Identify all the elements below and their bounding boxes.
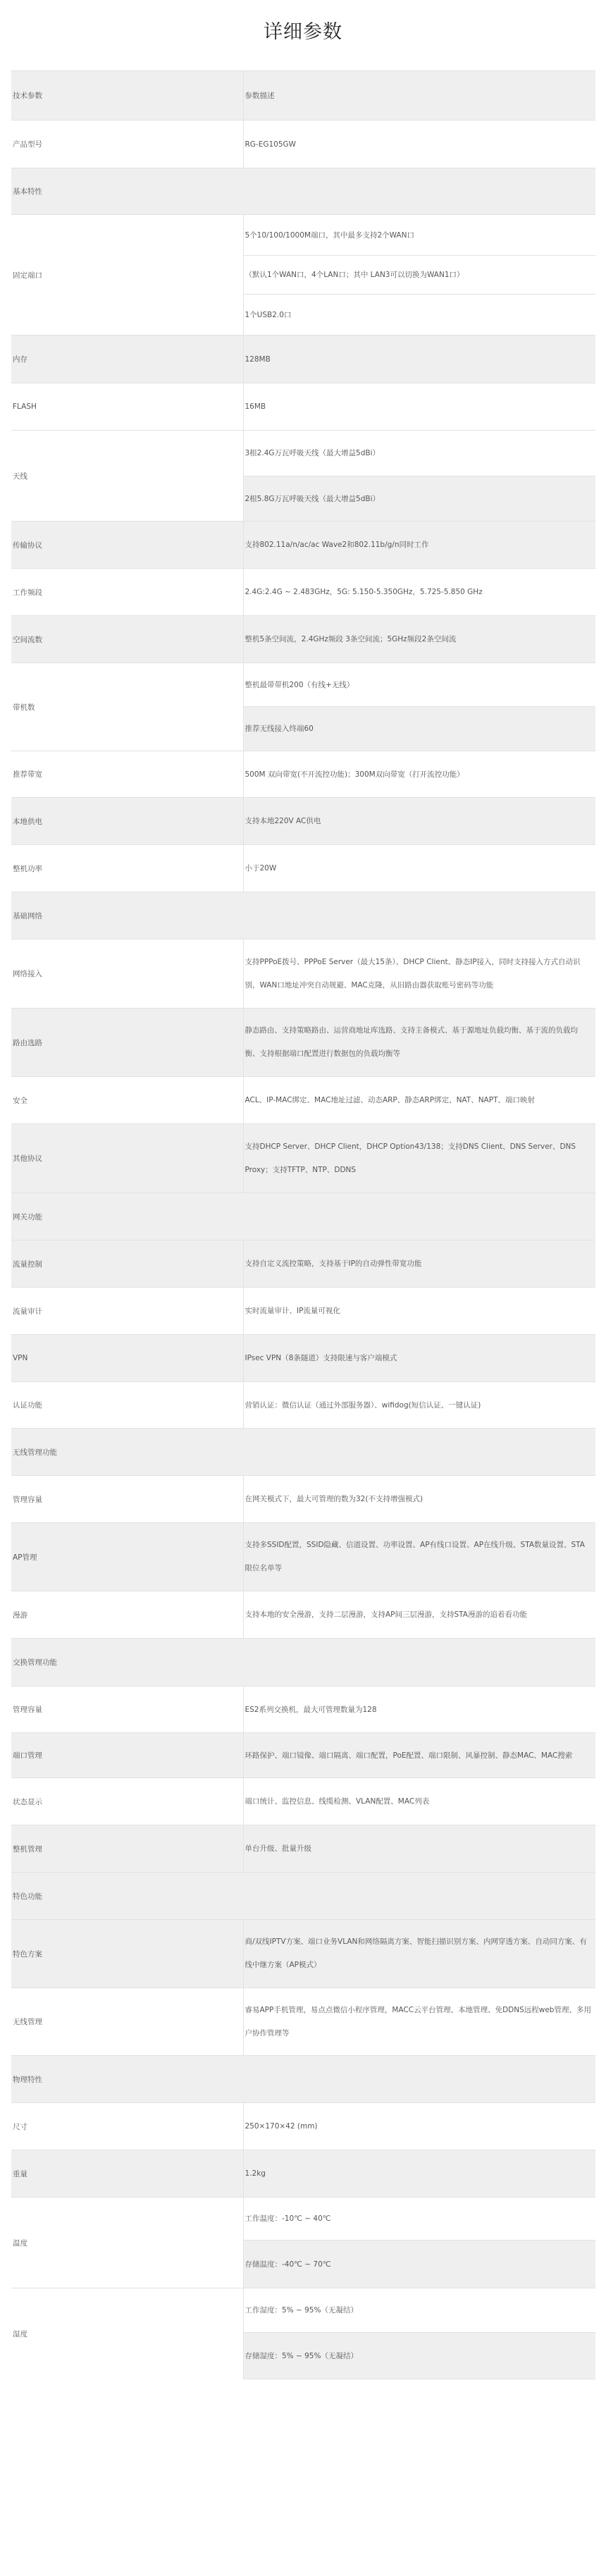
spec-value	[243, 1193, 595, 1240]
spec-label: 推荐带宽	[11, 751, 243, 798]
spec-label: 固定端口	[11, 215, 243, 335]
spec-row	[11, 168, 595, 215]
spec-label: 状态显示	[11, 1778, 243, 1825]
spec-row	[11, 71, 595, 121]
spec-value: 营销认证：微信认证（通过外部服务器）、wifidog(短信认证、一键认证)	[243, 1382, 595, 1429]
spec-row	[11, 751, 595, 798]
spec-row	[11, 1523, 595, 1591]
spec-value: 5个10/100/1000M端口，其中最多支持2个WAN口	[243, 215, 595, 256]
spec-row	[11, 1288, 595, 1335]
spec-row	[11, 1193, 595, 1240]
spec-label: 温度	[11, 2198, 243, 2288]
spec-value: 128MB	[243, 335, 595, 383]
spec-value: 实时流量审计、IP流量可视化	[243, 1288, 595, 1335]
spec-label: 其他协议	[11, 1124, 243, 1193]
spec-row	[11, 522, 595, 569]
spec-value: 推荐无线接入终端60	[243, 707, 595, 751]
spec-value: 支持自定义流控策略，支持基于IP的自动弹性带宽功能	[243, 1240, 595, 1288]
spec-row	[11, 939, 595, 1009]
spec-row	[11, 1988, 595, 2056]
section-heading: 网关功能	[11, 1193, 243, 1240]
spec-row	[11, 1873, 595, 1920]
spec-row	[11, 383, 595, 431]
spec-value: 支持802.11a/n/ac/ac Wave2和802.11b/g/n同时工作	[243, 522, 595, 569]
spec-value: ES2系列交换机，最大可管理数量为128	[243, 1687, 595, 1733]
spec-row	[11, 663, 595, 707]
spec-value	[243, 168, 595, 215]
spec-row	[11, 1335, 595, 1382]
spec-label: 工作频段	[11, 569, 243, 616]
spec-label: 特色方案	[11, 1920, 243, 1988]
spec-row	[11, 2056, 595, 2103]
section-heading: 交换管理功能	[11, 1639, 243, 1687]
section-heading: 基本特性	[11, 168, 243, 215]
spec-label: 技术参数	[11, 71, 243, 121]
spec-label: 流量审计	[11, 1288, 243, 1335]
spec-value: 端口统计、监控信息、线缆检测、VLAN配置、MAC列表	[243, 1778, 595, 1825]
spec-value: 睿易APP手机管理，易点点微信小程序管理，MACC云平台管理、本地管理、免DDNS远程web管理、多用户协作管理等	[243, 1988, 595, 2056]
spec-row	[11, 1591, 595, 1639]
spec-value	[243, 892, 595, 939]
spec-label: 天线	[11, 431, 243, 522]
spec-row	[11, 2198, 595, 2241]
spec-value: 整机最带带机200（有线+无线）	[243, 663, 595, 707]
spec-label: 路由选路	[11, 1009, 243, 1077]
spec-value: 16MB	[243, 383, 595, 431]
spec-label: 湿度	[11, 2288, 243, 2379]
spec-value: 500M 双向带宽(不开流控功能)；300M双向带宽（打开流控功能）	[243, 751, 595, 798]
spec-row	[11, 1825, 595, 1873]
spec-row	[11, 121, 595, 168]
spec-value: 存储湿度：5% ~ 95%（无凝结）	[243, 2333, 595, 2379]
spec-row	[11, 1778, 595, 1825]
spec-label: 管理容量	[11, 1476, 243, 1523]
spec-label: 整机功率	[11, 845, 243, 892]
spec-value: 单台升级、批量升级	[243, 1825, 595, 1873]
spec-label: 产品型号	[11, 121, 243, 168]
spec-value: 1个USB2.0口	[243, 295, 595, 335]
spec-row	[11, 1077, 595, 1124]
spec-label: 管理容量	[11, 1687, 243, 1733]
spec-row	[11, 1124, 595, 1193]
spec-value: ACL、IP-MAC绑定、MAC地址过滤、动态ARP、静态ARP绑定、NAT、NAPT、端口映射	[243, 1077, 595, 1124]
spec-row	[11, 616, 595, 663]
spec-label: 本地供电	[11, 798, 243, 845]
spec-value: 静态路由、支持策略路由、运营商地址库选路、支持主备模式、基于源地址负载均衡、基于流的负载均衡、支持根据端口配置进行数据包的负载均衡等	[243, 1009, 595, 1077]
spec-label: AP管理	[11, 1523, 243, 1591]
spec-label: 空间流数	[11, 616, 243, 663]
spec-label: 网络接入	[11, 939, 243, 1009]
spec-label: 漫游	[11, 1591, 243, 1639]
spec-value: （默认1个WAN口，4个LAN口；其中 LAN3可以切换为WAN1口）	[243, 256, 595, 295]
spec-row	[11, 1240, 595, 1288]
section-heading: 无线管理功能	[11, 1429, 243, 1476]
spec-value: 工作温度：-10℃ ~ 40℃	[243, 2198, 595, 2241]
spec-label: 安全	[11, 1077, 243, 1124]
spec-value: 存储温度：-40℃ ~ 70℃	[243, 2241, 595, 2288]
spec-label: 认证功能	[11, 1382, 243, 1429]
spec-value: 2.4G:2.4G ~ 2.483GHz，5G: 5.150-5.350GHz，5.725-5.850 GHz	[243, 569, 595, 616]
spec-row	[11, 1687, 595, 1733]
spec-value	[243, 1429, 595, 1476]
spec-label: 内存	[11, 335, 243, 383]
spec-value: 支持DHCP Server、DHCP Client，DHCP Option43/138；支持DNS Client、DNS Server、DNS Proxy；支持TFTP、NTP、DDNS	[243, 1124, 595, 1193]
spec-value: 工作湿度：5% ~ 95%（无凝结）	[243, 2288, 595, 2333]
spec-value: 3根2.4G万瓦呼吸天线（最大增益5dBi）	[243, 431, 595, 476]
spec-value: 在网关模式下，最大可管理的数为32(不支持增强模式)	[243, 1476, 595, 1523]
spec-row	[11, 1920, 595, 1988]
spec-label: 无线管理	[11, 1988, 243, 2056]
spec-row	[11, 1429, 595, 1476]
section-heading: 物理特性	[11, 2056, 243, 2103]
spec-value	[243, 2056, 595, 2103]
spec-row	[11, 335, 595, 383]
spec-value: RG-EG105GW	[243, 121, 595, 168]
spec-label: 尺寸	[11, 2103, 243, 2150]
spec-value: 商/双线IPTV方案、端口业务VLAN和网络隔离方案、智能扫描识别方案、内网穿透方案、自动同方案、有线中继方案（AP模式）	[243, 1920, 595, 1988]
section-heading: 基础网络	[11, 892, 243, 939]
spec-row	[11, 1733, 595, 1778]
spec-label: VPN	[11, 1335, 243, 1382]
spec-row	[11, 845, 595, 892]
spec-row	[11, 215, 595, 256]
spec-label: 整机管理	[11, 1825, 243, 1873]
spec-value	[243, 1639, 595, 1687]
spec-table-body	[11, 71, 595, 2379]
spec-row	[11, 569, 595, 616]
spec-label: 带机数	[11, 663, 243, 751]
spec-row	[11, 431, 595, 476]
spec-row	[11, 798, 595, 845]
spec-value: 支持PPPoE拨号、PPPoE Server（最大15条）、DHCP Client、静态IP接入，同时支持接入方式自动识别，WAN口地址冲突自动规避、MAC克隆，从旧路由器获取账号密码等功能	[243, 939, 595, 1009]
spec-value	[243, 1873, 595, 1920]
spec-label: 重量	[11, 2150, 243, 2198]
spec-label: 传输协议	[11, 522, 243, 569]
spec-table	[11, 70, 595, 2379]
spec-row	[11, 2288, 595, 2333]
spec-value: 2根5.8G万瓦呼吸天线（最大增益5dBi）	[243, 476, 595, 522]
spec-value: 环路保护、端口镜像、端口隔离、端口配置，PoE配置、端口限制、风暴控制、静态MAC、MAC搜索	[243, 1733, 595, 1778]
spec-label: FLASH	[11, 383, 243, 431]
spec-value: 参数描述	[243, 71, 595, 121]
spec-value: IPsec VPN（8条隧道）支持限速与客户端模式	[243, 1335, 595, 1382]
spec-label: 端口管理	[11, 1733, 243, 1778]
spec-value: 支持多SSID配置，SSID隐藏、信道设置、功率设置、AP有线口设置、AP在线升级、STA数量设置、STA限位名单等	[243, 1523, 595, 1591]
spec-row	[11, 2150, 595, 2198]
spec-row	[11, 1639, 595, 1687]
spec-value: 小于20W	[243, 845, 595, 892]
spec-value: 支持本地220V AC供电	[243, 798, 595, 845]
spec-label: 流量控制	[11, 1240, 243, 1288]
section-heading: 特色功能	[11, 1873, 243, 1920]
spec-row	[11, 1382, 595, 1429]
spec-value: 250×170×42 (mm)	[243, 2103, 595, 2150]
page-title: 详细参数	[264, 20, 342, 43]
spec-value: 支持本地的安全漫游，支持二层漫游，支持AP间三层漫游，支持STA漫游的追着看功能	[243, 1591, 595, 1639]
spec-row	[11, 2103, 595, 2150]
spec-row	[11, 892, 595, 939]
spec-row	[11, 1009, 595, 1077]
spec-value: 1.2kg	[243, 2150, 595, 2198]
spec-value: 整机5条空间流，2.4GHz频段 3条空间流；5GHz频段2条空间流	[243, 616, 595, 663]
spec-row	[11, 1476, 595, 1523]
